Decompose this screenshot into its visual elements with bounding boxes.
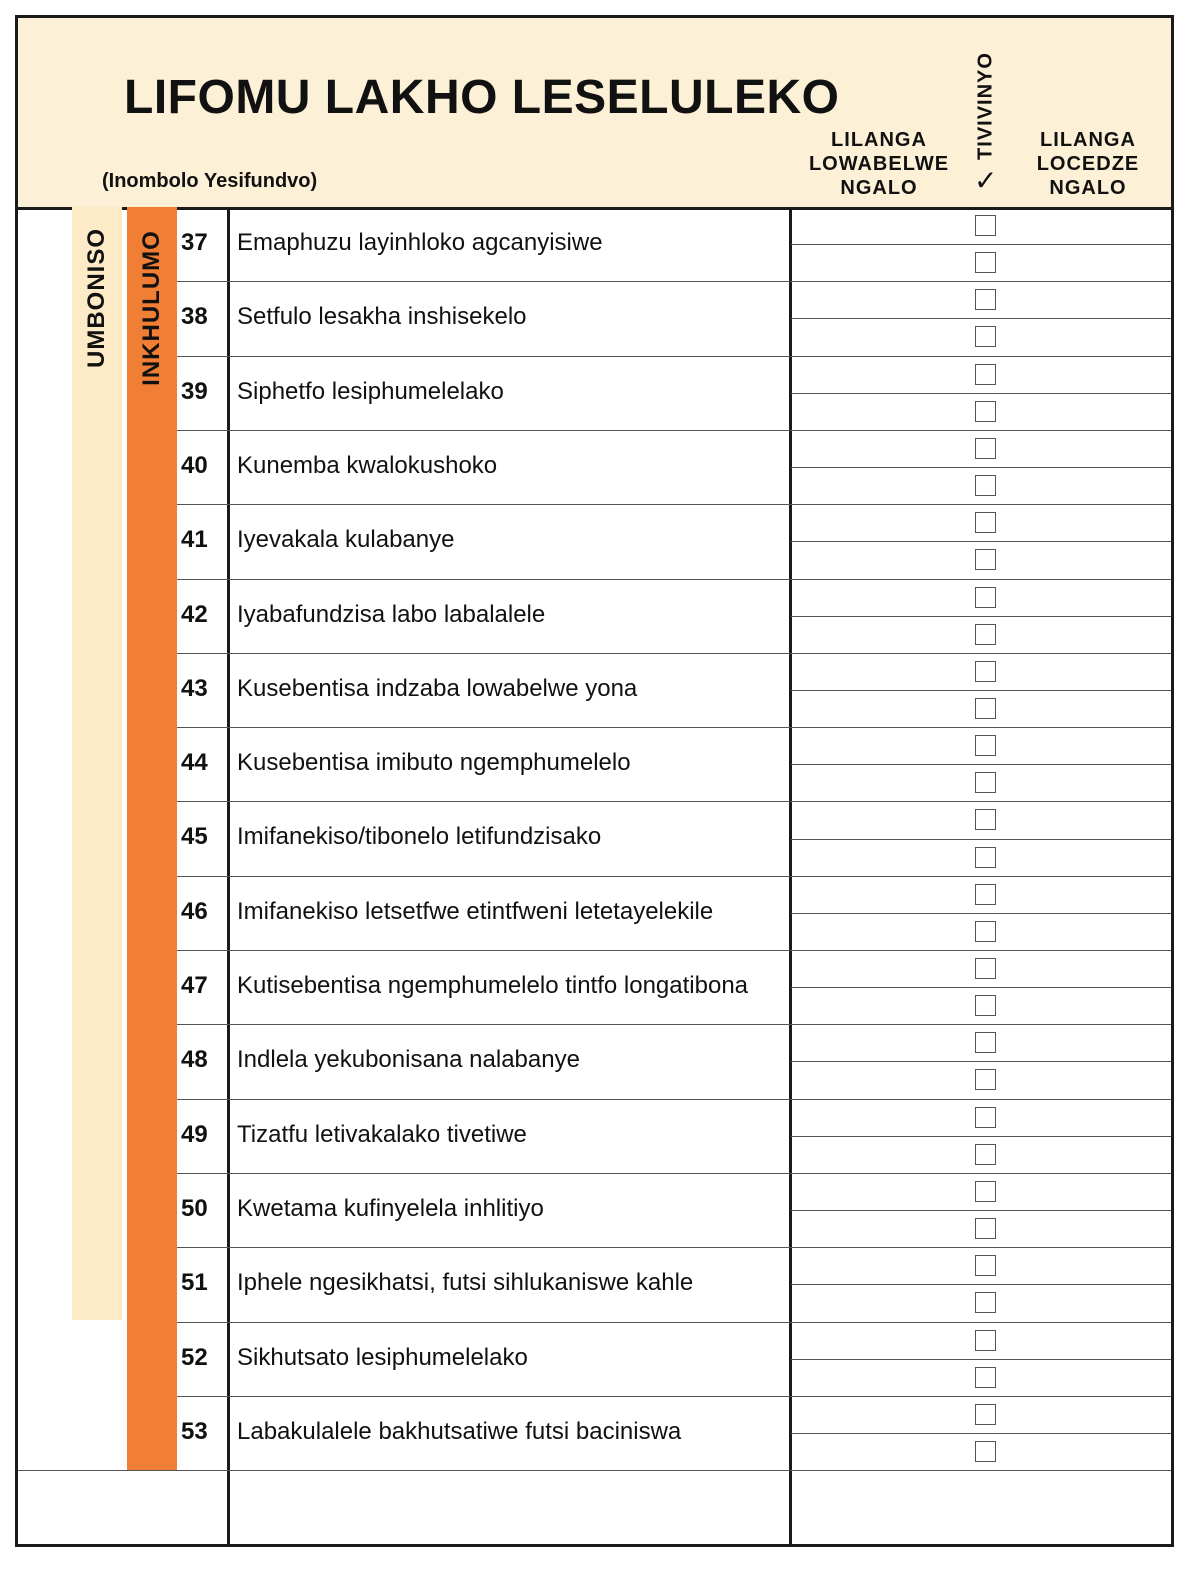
row-half-divider [791, 1433, 1171, 1434]
point-label: Iyevakala kulabanye [237, 526, 455, 554]
row-divider [177, 653, 1171, 654]
row-half-divider [791, 244, 1171, 245]
row-half-divider [791, 393, 1171, 394]
exercise-checkbox[interactable] [975, 364, 996, 385]
row-divider [177, 430, 1171, 431]
point-number: 43 [181, 674, 208, 702]
exercise-checkbox[interactable] [975, 698, 996, 719]
exercise-checkbox[interactable] [975, 438, 996, 459]
lesson-number-label: (Inombolo Yesifundvo) [102, 170, 318, 192]
point-number: 47 [181, 972, 208, 999]
exercise-checkbox[interactable] [975, 1330, 996, 1351]
exercise-checkbox[interactable] [975, 512, 996, 533]
point-label: Setfulo lesakha inshisekelo [237, 303, 527, 331]
row-half-divider [791, 839, 1171, 840]
row-half-divider [791, 1210, 1171, 1211]
exercise-checkbox[interactable] [975, 1144, 996, 1165]
exercise-checkbox[interactable] [975, 475, 996, 496]
point-number: 52 [181, 1343, 208, 1371]
point-number: 49 [181, 1120, 208, 1148]
point-number: 45 [181, 823, 208, 851]
row-half-divider [791, 987, 1171, 988]
point-label: Iphele ngesikhatsi, futsi sihlukaniswe kahle [237, 1269, 694, 1297]
exercises-heading-text: TIVIVINYO [974, 52, 997, 160]
row-divider [177, 1322, 1171, 1323]
point-label: Kusebentisa imibuto ngemphumelelo [237, 749, 631, 777]
form-frame [15, 15, 1174, 1547]
row-half-divider [791, 541, 1171, 542]
exercise-checkbox[interactable] [975, 549, 996, 570]
exercise-checkbox[interactable] [975, 661, 996, 682]
row-half-divider [791, 318, 1171, 319]
row-divider [177, 1024, 1171, 1025]
point-label: Siphetfo lesiphumelelako [237, 377, 504, 405]
date-assigned-heading-line: NGALO [840, 177, 918, 199]
point-number: 39 [181, 377, 208, 405]
point-label: Labakulalele bakhutsatiwe futsi baciniswa [237, 1417, 682, 1445]
point-number: 48 [181, 1046, 208, 1074]
point-number: 41 [181, 526, 208, 554]
exercise-checkbox[interactable] [975, 401, 996, 422]
exercise-checkbox[interactable] [975, 1367, 996, 1388]
form-header [18, 18, 1171, 210]
row-divider [177, 876, 1171, 877]
point-label: Kutisebentisa ngemphumelelo tintfo longatibona [237, 972, 749, 999]
point-label: Kwetama kufinyelela inhlitiyo [237, 1194, 544, 1222]
point-number: 38 [181, 303, 208, 331]
date-completed-heading-line: NGALO [1049, 177, 1127, 199]
point-label: Emaphuzu layinhloko agcanyisiwe [237, 229, 603, 256]
point-label: Iyabafundzisa labo labalalele [237, 600, 546, 628]
umboniso-label-wrap [82, 223, 112, 373]
form-title: LIFOMU LAKHO LESELULEKO [124, 71, 840, 124]
date-completed-heading [1018, 128, 1158, 200]
point-label: Kunemba kwalokushoko [237, 451, 498, 479]
date-completed-heading-line: LOCEDZE [1036, 153, 1140, 175]
exercise-checkbox[interactable] [975, 289, 996, 310]
exercise-checkbox[interactable] [975, 624, 996, 645]
point-number: 44 [181, 749, 208, 777]
row-divider [177, 1247, 1171, 1248]
exercise-checkbox[interactable] [975, 772, 996, 793]
point-number: 37 [181, 229, 208, 256]
date-completed-heading-line: LILANGA [1040, 129, 1136, 151]
exercise-checkbox[interactable] [975, 847, 996, 868]
exercise-checkbox[interactable] [975, 884, 996, 905]
point-number: 50 [181, 1194, 208, 1222]
exercise-checkbox[interactable] [975, 215, 996, 236]
exercise-checkbox[interactable] [975, 1255, 996, 1276]
exercise-checkbox[interactable] [975, 1181, 996, 1202]
row-divider [177, 1396, 1171, 1397]
point-label: Imifanekiso letsetfwe etintfweni letetayelekile [237, 897, 714, 925]
point-label: Kusebentisa indzaba lowabelwe yona [237, 674, 638, 702]
exercise-checkbox[interactable] [975, 995, 996, 1016]
point-label: Indlela yekubonisana nalabanye [237, 1046, 580, 1074]
date-assigned-heading-line: LOWABELWE [808, 153, 950, 175]
date-assigned-heading [805, 128, 953, 200]
exercises-heading [971, 50, 1001, 162]
row-divider [177, 504, 1171, 505]
point-number: 51 [181, 1269, 208, 1297]
inkhulumo-label-wrap [137, 223, 167, 393]
point-label: Sikhutsato lesiphumelelako [237, 1343, 528, 1371]
inkhulumo-label: INKHULUMO [138, 230, 165, 386]
row-divider [177, 1099, 1171, 1100]
exercise-checkbox[interactable] [975, 1032, 996, 1053]
row-half-divider [791, 1136, 1171, 1137]
row-half-divider [791, 1359, 1171, 1360]
row-half-divider [791, 913, 1171, 914]
point-label: Imifanekiso/tibonelo letifundzisako [237, 823, 602, 851]
exercise-checkbox[interactable] [975, 921, 996, 942]
exercise-checkbox[interactable] [975, 809, 996, 830]
row-half-divider [791, 764, 1171, 765]
row-divider [177, 1173, 1171, 1174]
exercise-checkbox[interactable] [975, 1292, 996, 1313]
row-half-divider [791, 467, 1171, 468]
exercise-checkbox[interactable] [975, 1441, 996, 1462]
exercise-checkbox[interactable] [975, 1107, 996, 1128]
exercise-checkbox[interactable] [975, 1218, 996, 1239]
row-half-divider [791, 1061, 1171, 1062]
exercise-checkbox[interactable] [975, 326, 996, 347]
exercise-checkbox[interactable] [975, 252, 996, 273]
point-number: 46 [181, 897, 208, 925]
row-divider [177, 950, 1171, 951]
point-label: Tizatfu letivakalako tivetiwe [237, 1120, 527, 1148]
row-divider [177, 579, 1171, 580]
point-number: 53 [181, 1417, 208, 1445]
point-number: 40 [181, 451, 208, 479]
point-number: 42 [181, 600, 208, 628]
row-divider [177, 801, 1171, 802]
row-half-divider [791, 616, 1171, 617]
exercise-checkbox[interactable] [975, 1069, 996, 1090]
row-half-divider [791, 690, 1171, 691]
row-divider [177, 281, 1171, 282]
umboniso-band [72, 207, 122, 1320]
inkhulumo-band [127, 207, 177, 1470]
table-bottom-line [18, 1470, 1171, 1471]
exercise-checkbox[interactable] [975, 958, 996, 979]
exercise-checkbox[interactable] [975, 735, 996, 756]
row-half-divider [791, 1284, 1171, 1285]
umboniso-label: UMBONISO [83, 228, 110, 368]
date-assigned-heading-line: LILANGA [831, 129, 927, 151]
exercise-checkbox[interactable] [975, 587, 996, 608]
checkmark-icon: ✓ [974, 165, 998, 196]
exercise-checkbox[interactable] [975, 1404, 996, 1425]
row-divider [177, 727, 1171, 728]
row-divider [177, 356, 1171, 357]
